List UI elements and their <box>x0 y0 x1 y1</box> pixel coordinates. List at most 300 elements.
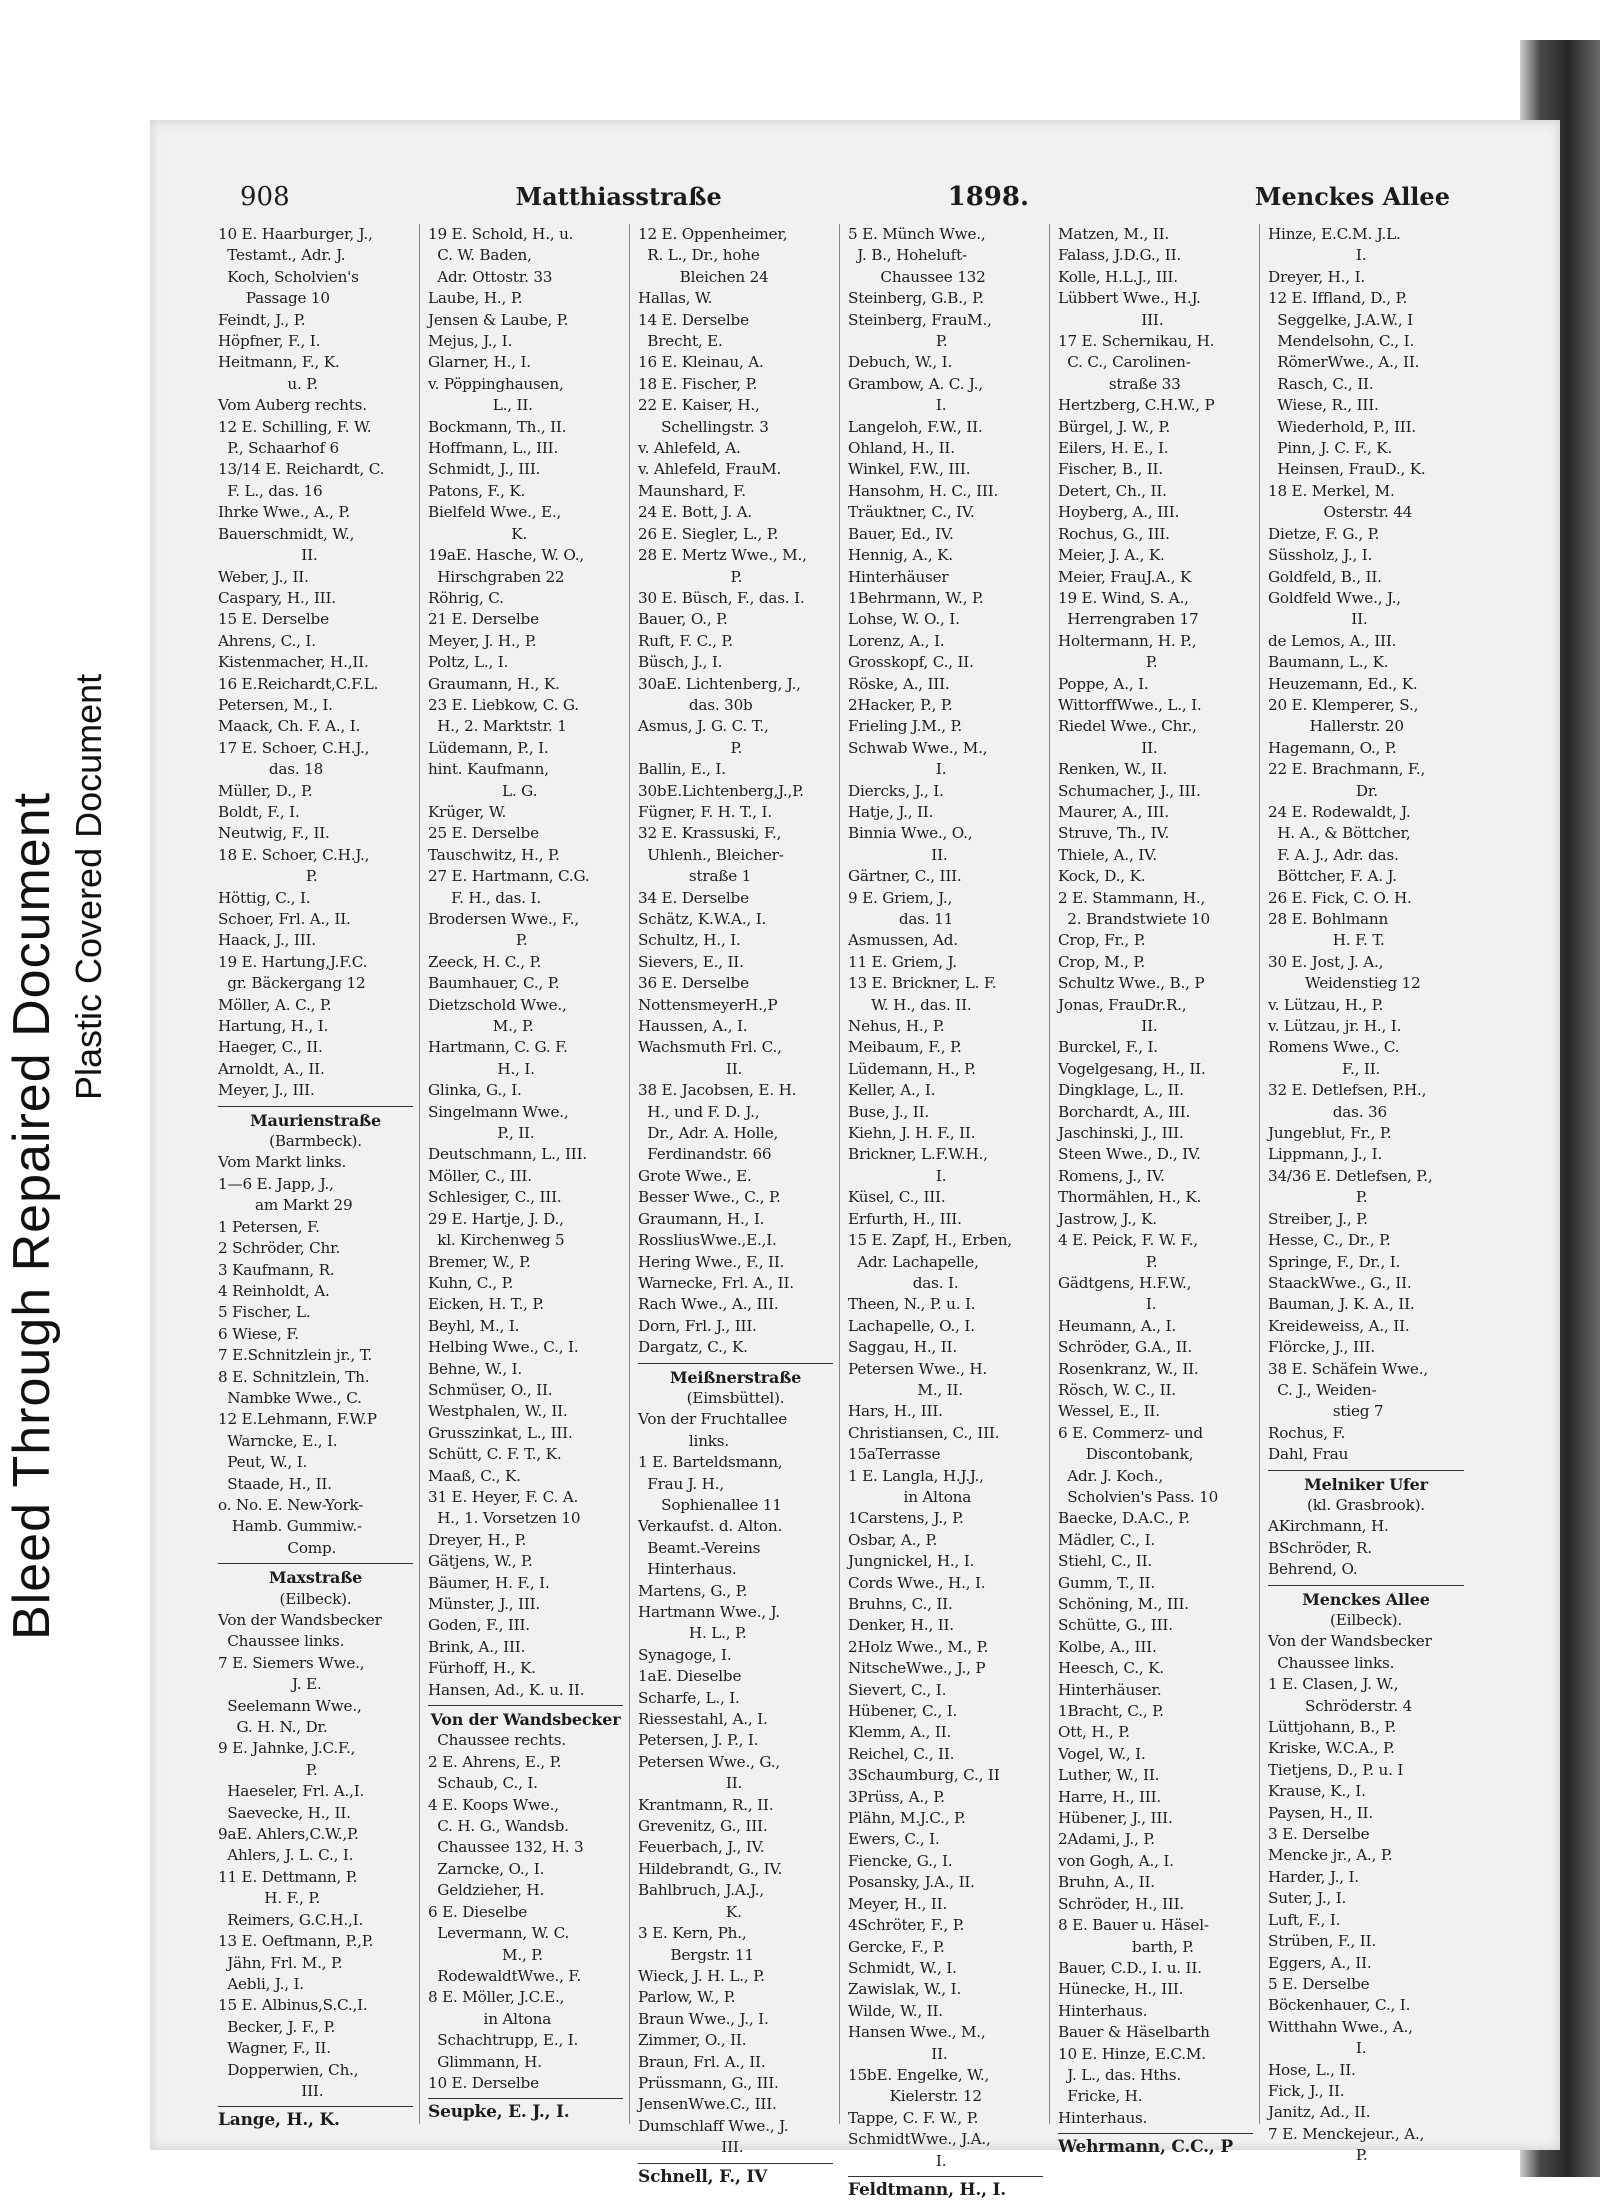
directory-entry: III. <box>1058 310 1164 329</box>
directory-entry: Dr. <box>1268 781 1378 800</box>
directory-entry: Warncke, E., I. <box>218 1431 338 1450</box>
directory-entry: Eilers, H. E., I. <box>1058 439 1169 458</box>
directory-entry: Uhlenh., Bleicher- <box>638 845 784 864</box>
directory-entry: Bergstr. 11 <box>638 1945 754 1964</box>
directory-entry: Goldfeld Wwe., J., <box>1268 588 1401 607</box>
directory-entry: links. <box>638 1431 730 1450</box>
directory-entry: 18 E. Schoer, C.H.J., <box>218 845 370 864</box>
directory-entry: Heitmann, F., K. <box>218 353 340 372</box>
directory-entry: Thormählen, H., K. <box>1058 1188 1202 1207</box>
directory-entry: u. P. <box>218 374 318 393</box>
directory-entry: Hinze, E.C.M. J.L. <box>1268 225 1401 243</box>
directory-entry: Jaschinski, J., III. <box>1058 1124 1184 1143</box>
directory-entry: Dahl, Frau <box>1268 1445 1349 1464</box>
directory-entry: Eicken, H. T., P. <box>428 1295 544 1314</box>
directory-entry: Meyer, J., III. <box>218 1081 315 1100</box>
directory-entry: Sophienallee 11 <box>638 1495 782 1514</box>
directory-entry: Krüger, W. <box>428 802 507 821</box>
directory-entry: Ferdinandstr. 66 <box>638 1145 772 1164</box>
directory-entry: Hansen, Ad., K. u. II. <box>428 1680 585 1699</box>
directory-entry: Gercke, F., P. <box>848 1937 945 1956</box>
directory-entry: I. <box>848 2151 947 2170</box>
directory-entry: Streiber, J., P. <box>1268 1209 1368 1228</box>
directory-entry: Beamt.-Vereins <box>638 1538 761 1557</box>
directory-entry: Fiencke, G., I. <box>848 1851 953 1870</box>
directory-columns <box>210 224 1470 2200</box>
directory-entry: C. J., Weiden- <box>1268 1380 1377 1399</box>
directory-entry: Hübener, C., I. <box>848 1702 958 1721</box>
directory-entry: Luft, F., I. <box>1268 1910 1341 1929</box>
directory-entry: Bauman, J. K. A., II. <box>1268 1295 1415 1314</box>
directory-entry: 2Adami, J., P. <box>1058 1830 1155 1849</box>
directory-entry: 5 E. Derselbe <box>1268 1974 1370 1993</box>
directory-entry: 25 E. Derselbe <box>428 824 539 843</box>
directory-entry: Schumacher, J., III. <box>1058 781 1201 800</box>
directory-entry: Glinka, G., I. <box>428 1081 522 1100</box>
directory-entry: P. <box>848 332 948 351</box>
directory-entry: Feuerbach, J., IV. <box>638 1838 765 1857</box>
directory-entry: Bauer, O., P. <box>638 610 728 629</box>
directory-entry: Baumann, L., K. <box>1268 653 1389 672</box>
directory-entry: Poppe, A., I. <box>1058 674 1149 693</box>
directory-entry: II. <box>638 1774 743 1793</box>
directory-entry: 38 E. Jacobsen, E. H. <box>638 1081 797 1100</box>
directory-entry: P. <box>428 931 528 950</box>
directory-entry: Chaussee links. <box>218 1632 345 1651</box>
directory-entry: Wagner, F., II. <box>218 2039 331 2058</box>
column-footer: Feldtmann, H., I. <box>848 2176 1043 2201</box>
directory-entry: 5 E. Münch Wwe., <box>848 225 986 243</box>
directory-entry: kl. Kirchenweg 5 <box>428 1231 565 1250</box>
directory-entry: Bäumer, H. F., I. <box>428 1573 550 1592</box>
directory-entry: F. L., das. 16 <box>218 481 323 500</box>
directory-entry: 9aE. Ahlers,C.W.,P. <box>218 1825 359 1844</box>
directory-entry: Müller, D., P. <box>218 781 313 800</box>
directory-entry: de Lemos, A., III. <box>1268 631 1397 650</box>
directory-entry: 12 E. Iffland, D., P. <box>1268 289 1408 308</box>
directory-entry: das. 36 <box>1268 1102 1387 1121</box>
directory-entry: Zeeck, H. C., P. <box>428 952 542 971</box>
directory-entry: 6 E. Dieselbe <box>428 1902 528 1921</box>
directory-entry: 1 E. Barteldsmann, <box>638 1453 783 1472</box>
directory-entry: Goden, F., III. <box>428 1616 530 1635</box>
directory-entry: Schlesiger, C., III. <box>428 1188 562 1207</box>
directory-entry: I. <box>1058 1295 1157 1314</box>
directory-entry: II. <box>1058 1017 1158 1036</box>
directory-entry: 11 E. Griem, J. <box>848 952 957 971</box>
directory-entry: Chaussee rechts. <box>428 1731 566 1750</box>
directory-entry: Ahrens, C., I. <box>218 631 316 650</box>
directory-entry: Feindt, J., P. <box>218 310 306 329</box>
directory-entry: Klemm, A., II. <box>848 1723 952 1742</box>
directory-entry: Dorn, Frl. J., III. <box>638 1316 757 1335</box>
directory-entry: Ahlers, J. L. C., I. <box>218 1846 354 1865</box>
directory-entry: 31 E. Heyer, F. C. A. <box>428 1487 579 1506</box>
directory-entry: M., P. <box>428 1945 543 1964</box>
directory-entry: III. <box>218 2081 324 2100</box>
directory-entry: barth, P. <box>1058 1937 1194 1956</box>
directory-entry: 6 Wiese, F. <box>218 1324 299 1343</box>
directory-entry: Fürhoff, H., K. <box>428 1659 536 1678</box>
directory-entry: Zimmer, O., II. <box>638 2031 747 2050</box>
directory-entry: Röske, A., III. <box>848 674 950 693</box>
directory-entry: Grevenitz, G., III. <box>638 1817 768 1836</box>
directory-entry: Neutwig, F., II. <box>218 824 330 843</box>
directory-entry: Hinterhaus. <box>638 1560 737 1579</box>
directory-entry: Caspary, H., III. <box>218 588 336 607</box>
directory-entry: Vom Markt links. <box>218 1153 347 1172</box>
directory-entry: 1Bracht, C., P. <box>1058 1702 1164 1721</box>
directory-entry: Küsel, C., III. <box>848 1188 946 1207</box>
directory-entry: Denker, H., II. <box>848 1616 954 1635</box>
directory-entry: Zawislak, W., I. <box>848 1980 962 1999</box>
directory-entry: 5 Fischer, L. <box>218 1303 311 1322</box>
directory-entry: Mencke jr., A., P. <box>1268 1846 1393 1865</box>
directory-entry: Frieling J.M., P. <box>848 717 963 736</box>
directory-entry: Hübener, J., III. <box>1058 1809 1173 1828</box>
directory-entry: Patons, F., K. <box>428 481 526 500</box>
directory-entry: Deutschmann, L., III. <box>428 1145 587 1164</box>
directory-entry: Grambow, A. C. J., <box>848 374 983 393</box>
directory-entry: P. <box>638 567 743 586</box>
directory-entry: Fischer, B., II. <box>1058 460 1163 479</box>
directory-entry: v. Ahlefeld, FrauM. <box>638 460 782 479</box>
directory-entry: Cords Wwe., H., I. <box>848 1573 986 1592</box>
directory-entry: 8 E. Möller, J.C.E., <box>428 1988 565 2007</box>
directory-entry: Levermann, W. C. <box>428 1924 570 1943</box>
directory-entry: II. <box>218 546 318 565</box>
directory-entry: Kistenmacher, H.,II. <box>218 653 369 672</box>
directory-entry: 7 E. Siemers Wwe., <box>218 1653 365 1672</box>
directory-entry: Martens, G., P. <box>638 1581 748 1600</box>
street-heading: Maurienstraße <box>218 1106 413 1131</box>
directory-entry: 24 E. Rodewaldt, J. <box>1268 802 1411 821</box>
directory-entry: 19 E. Schold, H., u. <box>428 225 574 243</box>
directory-entry: Maunshard, F. <box>638 481 746 500</box>
directory-entry: Frau J. H., <box>638 1474 724 1493</box>
directory-entry: Schaub, C., I. <box>428 1774 538 1793</box>
directory-entry: Jungeblut, Fr., P. <box>1268 1124 1392 1143</box>
directory-page <box>150 120 1560 2200</box>
directory-entry: 15 E. Derselbe <box>218 610 329 629</box>
directory-entry: 18 E. Merkel, M. <box>1268 481 1395 500</box>
directory-entry: Hinterhaus. <box>1058 2001 1148 2020</box>
directory-entry: Bruhns, C., II. <box>848 1595 953 1613</box>
directory-entry: II. <box>1268 610 1368 629</box>
directory-entry: Comp. <box>218 1538 337 1557</box>
directory-entry: Lorenz, A., I. <box>848 631 945 650</box>
directory-entry: Hinterhaus. <box>1058 2108 1148 2127</box>
directory-entry: 22 E. Kaiser, H., <box>638 396 760 415</box>
directory-entry: 3 E. Derselbe <box>1268 1825 1370 1844</box>
directory-entry: Hinterhäuser <box>848 567 949 586</box>
directory-entry: Rasch, C., II. <box>1268 374 1374 393</box>
directory-entry: Binnia Wwe., O., <box>848 824 973 843</box>
page-number: 908 <box>240 182 290 212</box>
directory-entry: Gärtner, C., III. <box>848 867 962 886</box>
directory-entry: StaackWwe., G., II. <box>1268 1273 1412 1292</box>
directory-entry: Rach Wwe., A., III. <box>638 1295 779 1314</box>
directory-entry: Lüdemann, P., I. <box>428 738 549 757</box>
directory-entry: RömerWwe., A., II. <box>1268 353 1420 372</box>
directory-entry: 3Schaumburg, C., II <box>848 1766 1000 1785</box>
directory-entry: 10 E. Haarburger, J., <box>218 225 373 243</box>
directory-entry: Schröderstr. 4 <box>1268 1696 1413 1715</box>
directory-entry: G. H. N., Dr. <box>218 1718 328 1737</box>
directory-entry: Crop, M., P. <box>1058 952 1146 971</box>
directory-entry: Vogelgesang, H., II. <box>1058 1059 1206 1078</box>
directory-entry: Schellingstr. 3 <box>638 417 769 436</box>
directory-entry: 29 E. Hartje, J. D., <box>428 1209 564 1228</box>
directory-entry: Fügner, F. H. T., I. <box>638 802 772 821</box>
directory-entry: 9 E. Jahnke, J.C.F., <box>218 1739 356 1758</box>
directory-entry: Jastrow, J., K. <box>1058 1209 1157 1228</box>
directory-entry: Glarner, H., I. <box>428 353 531 372</box>
directory-entry: Haussen, A., I. <box>638 1017 748 1036</box>
street-heading: Melniker Ufer <box>1268 1470 1464 1495</box>
directory-entry: Möller, C., III. <box>428 1166 532 1185</box>
directory-entry: Hallas, W. <box>638 289 713 308</box>
directory-entry: Dreyer, H., P. <box>428 1530 527 1549</box>
directory-entry: C. H. G., Wandsb. <box>428 1817 569 1836</box>
directory-entry: K. <box>428 524 528 543</box>
directory-entry: BSchröder, R. <box>1268 1538 1372 1557</box>
directory-entry: H. L., P. <box>638 1624 747 1643</box>
directory-entry: Tietjens, D., P. u. I <box>1268 1760 1404 1779</box>
directory-entry: Asmussen, Ad. <box>848 931 958 950</box>
directory-entry: 15 E. Zapf, H., Erben, <box>848 1231 1012 1250</box>
directory-entry: RodewaldtWwe., F. <box>428 1966 581 1985</box>
directory-entry: Geldzieher, H. <box>428 1881 545 1900</box>
directory-entry: Testamt., Adr. J. <box>218 246 346 265</box>
directory-entry: Hinterhäuser. <box>1058 1680 1162 1699</box>
directory-entry: Lüttjohann, B., P. <box>1268 1718 1396 1737</box>
directory-entry: Flörcke, J., III. <box>1268 1338 1375 1357</box>
directory-entry: Bauer & Häselbarth <box>1058 2023 1210 2042</box>
directory-entry: Brickner, L.F.W.H., <box>848 1145 988 1164</box>
directory-entry: 23 E. Liebkow, C. G. <box>428 695 579 714</box>
directory-entry: Schultz, H., I. <box>638 931 741 950</box>
directory-entry: Buse, J., II. <box>848 1102 929 1121</box>
directory-entry: Osterstr. 44 <box>1268 503 1413 522</box>
directory-entry: Höttig, C., I. <box>218 888 311 907</box>
column-footer: Schnell, F., IV <box>638 2163 833 2188</box>
directory-entry: 20 E. Klemperer, S., <box>1268 695 1419 714</box>
directory-entry: 2 E. Ahrens, E., P. <box>428 1752 562 1771</box>
street-heading: Meißnerstraße <box>638 1363 833 1388</box>
directory-entry: Wachsmuth Frl. C., <box>638 1038 782 1057</box>
directory-entry: 4Schröter, F., P. <box>848 1916 965 1935</box>
scan-margin <box>0 0 130 2177</box>
plastic-covered-label: Plastic Covered Document <box>68 673 109 1100</box>
column-3 <box>630 224 840 2187</box>
directory-entry: Hansen Wwe., M., <box>848 2023 986 2042</box>
directory-entry: Jonas, FrauDr.R., <box>1058 995 1187 1014</box>
directory-entry: Hansohm, H. C., III. <box>848 481 999 500</box>
directory-entry: Scholvien's Pass. 10 <box>1058 1487 1219 1506</box>
directory-entry: Seelemann Wwe., <box>218 1696 362 1715</box>
directory-entry: Meier, J. A., K. <box>1058 546 1165 565</box>
directory-entry: Brodersen Wwe., F., <box>428 910 580 928</box>
directory-entry: Bleichen 24 <box>638 267 769 286</box>
directory-entry: Keller, A., I. <box>848 1081 936 1100</box>
directory-entry: F., II. <box>1268 1059 1381 1078</box>
directory-entry: Petersen, M., I. <box>218 695 333 714</box>
directory-entry: 13 E. Brickner, L. F. <box>848 974 997 993</box>
directory-entry: Wessel, E., II. <box>1058 1402 1160 1421</box>
directory-entry: 1—6 E. Japp, J., <box>218 1174 334 1193</box>
directory-entry: 21 E. Derselbe <box>428 610 539 629</box>
directory-entry: H. F., P. <box>218 1889 320 1908</box>
directory-entry: Matzen, M., II. <box>1058 225 1169 243</box>
directory-entry: Ihrke Wwe., A., P. <box>218 503 350 522</box>
street-heading: Menckes Allee <box>1268 1585 1464 1610</box>
directory-entry: 15bE. Engelke, W., <box>848 2065 990 2084</box>
directory-entry: Nambke Wwe., C. <box>218 1388 362 1407</box>
directory-entry: 30bE.Lichtenberg,J.,P. <box>638 781 804 800</box>
directory-entry: Meier, FrauJ.A., K <box>1058 567 1192 586</box>
directory-entry: Schoer, Frl. A., II. <box>218 910 351 928</box>
directory-entry: P. <box>218 867 318 886</box>
directory-entry: Rochus, F. <box>1268 1423 1346 1442</box>
directory-entry: 13/14 E. Reichardt, C. <box>218 460 385 479</box>
directory-entry: III. <box>638 2138 744 2157</box>
directory-entry: Haeger, C., II. <box>218 1038 323 1057</box>
directory-entry: Lachapelle, O., I. <box>848 1316 975 1335</box>
directory-entry: Weidenstieg 12 <box>1268 974 1421 993</box>
directory-entry: Haack, J., III. <box>218 931 316 950</box>
directory-entry: Hars, H., III. <box>848 1402 943 1421</box>
directory-entry: Von der Fruchtallee <box>638 1410 788 1429</box>
directory-entry: Jensen & Laube, P. <box>428 310 569 329</box>
directory-entry: Hoyberg, A., III. <box>1058 503 1180 522</box>
directory-entry: 2Holz Wwe., M., P. <box>848 1637 989 1656</box>
directory-entry: Bauer, C.D., I. u. II. <box>1058 1958 1202 1977</box>
directory-entry: Hertzberg, C.H.W., P <box>1058 396 1215 415</box>
directory-entry: Schmidt, W., I. <box>848 1958 957 1977</box>
directory-entry: J. B., Hoheluft- <box>848 246 967 265</box>
directory-entry: Braun Wwe., J., I. <box>638 2009 769 2028</box>
directory-entry: Winkel, F.W., III. <box>848 460 971 479</box>
directory-entry: Asmus, J. G. C. T., <box>638 717 769 736</box>
directory-entry: das. 30b <box>638 695 753 714</box>
directory-entry: Hildebrandt, G., IV. <box>638 1859 783 1878</box>
directory-entry: 4 E. Koops Wwe., <box>428 1795 559 1814</box>
directory-entry: Erfurth, H., III. <box>848 1209 962 1228</box>
directory-entry: Tauschwitz, H., P. <box>428 845 560 864</box>
directory-entry: I. <box>848 1166 947 1185</box>
directory-entry: Springe, F., Dr., I. <box>1268 1252 1401 1271</box>
directory-entry: 27 E. Hartmann, C.G. <box>428 867 590 886</box>
directory-entry: 15 E. Albinus,S.C.,I. <box>218 1996 368 2015</box>
directory-entry: Grusszinkat, L., III. <box>428 1423 573 1442</box>
directory-entry: P. <box>1058 1252 1158 1271</box>
directory-entry: Scharfe, L., I. <box>638 1688 740 1707</box>
directory-entry: Sievert, C., I. <box>848 1680 947 1699</box>
directory-entry: Schmüser, O., II. <box>428 1380 553 1399</box>
directory-entry: Aebli, J., I. <box>218 1974 304 1993</box>
directory-entry: Böckenhauer, C., I. <box>1268 1996 1411 2015</box>
directory-entry: Kiehn, J. H. F., II. <box>848 1124 976 1143</box>
directory-entry: 12 E. Oppenheimer, <box>638 225 788 243</box>
directory-entry: 4 Reinholdt, A. <box>218 1281 330 1300</box>
directory-entry: Hartmann Wwe., J. <box>638 1603 780 1621</box>
directory-entry: Kreideweiss, A., II. <box>1268 1316 1410 1335</box>
directory-entry: Petersen Wwe., H. <box>848 1359 988 1378</box>
directory-entry: 1Carstens, J., P. <box>848 1509 964 1528</box>
directory-entry: 16 E.Reichardt,C.F.L. <box>218 674 379 693</box>
directory-entry: Dopperwien, Ch., <box>218 2060 359 2079</box>
directory-entry: Schachtrupp, E., I. <box>428 2031 579 2050</box>
directory-entry: Krause, K., I. <box>1268 1782 1366 1801</box>
directory-entry: Haeseler, Frl. A.,I. <box>218 1782 365 1801</box>
directory-entry: Heinsen, FrauD., K. <box>1268 460 1426 479</box>
directory-entry: Vogel, W., I. <box>1058 1744 1146 1763</box>
directory-entry: Von der Wandsbecker <box>218 1611 382 1629</box>
directory-entry: JensenWwe.C., III. <box>638 2095 777 2114</box>
directory-entry: WittorffWwe., L., I. <box>1058 695 1202 714</box>
directory-entry: Büsch, J., I. <box>638 653 723 672</box>
directory-entry: M., II. <box>848 1380 963 1399</box>
directory-entry: Süssholz, J., I. <box>1268 546 1373 565</box>
directory-entry: Fick, J., II. <box>1268 2081 1345 2100</box>
directory-entry: straße 1 <box>638 867 752 886</box>
directory-entry: Steinberg, FrauM., <box>848 310 992 329</box>
directory-entry: Peut, W., I. <box>218 1453 308 1472</box>
column-5 <box>1050 224 1260 2158</box>
directory-entry: Bielfeld Wwe., E., <box>428 503 562 522</box>
directory-entry: I. <box>848 760 947 779</box>
directory-entry: Münster, J., III. <box>428 1595 541 1613</box>
directory-entry: 8 E. Schnitzlein, Th. <box>218 1367 370 1386</box>
directory-entry: 14 E. Derselbe <box>638 310 749 329</box>
directory-entry: H., 1. Vorsetzen 10 <box>428 1509 581 1528</box>
directory-entry: Kolbe, A., III. <box>1058 1637 1157 1656</box>
column-footer: Lange, H., K. <box>218 2106 413 2131</box>
directory-entry: 1 Petersen, F. <box>218 1217 320 1236</box>
directory-entry: Weber, J., II. <box>218 567 309 586</box>
directory-entry: v. Lützau, jr. H., I. <box>1268 1017 1402 1036</box>
directory-entry: Harre, H., III. <box>1058 1787 1162 1806</box>
directory-entry: C. W. Baden, <box>428 246 532 265</box>
directory-entry: Fricke, H. <box>1058 2087 1143 2106</box>
directory-entry: RossliusWwe.,E.,I. <box>638 1231 777 1250</box>
directory-entry: Strüben, F., II. <box>1268 1932 1376 1951</box>
directory-entry: P., II. <box>428 1124 535 1143</box>
directory-entry: H., und F. D. J., <box>638 1102 760 1121</box>
directory-entry: 1 E. Clasen, J. W., <box>1268 1675 1399 1694</box>
page-header <box>240 182 1450 218</box>
directory-entry: Paysen, H., II. <box>1268 1803 1373 1822</box>
directory-entry: Hirschgraben 22 <box>428 567 565 586</box>
directory-entry: Jähn, Frl. M., P. <box>218 1953 343 1972</box>
directory-entry: Graumann, H., I. <box>638 1209 765 1228</box>
directory-entry: NitscheWwe., J., P <box>848 1659 986 1678</box>
directory-entry: o. No. E. New-York- <box>218 1495 364 1514</box>
directory-entry: 24 E. Bott, J. A. <box>638 503 753 522</box>
directory-entry: L., II. <box>428 396 533 415</box>
directory-entry: 16 E. Kleinau, A. <box>638 353 764 372</box>
directory-entry: 1 E. Langla, H.J.J., <box>848 1466 984 1485</box>
directory-entry: SchmidtWwe., J.A., <box>848 2130 991 2149</box>
directory-entry: Bahlbruch, J.A.J., <box>638 1881 765 1900</box>
directory-entry: Bruhn, A., II. <box>1058 1873 1155 1892</box>
directory-entry: 2 Schröder, Chr. <box>218 1239 341 1258</box>
directory-entry: 26 E. Siegler, L., P. <box>638 524 779 543</box>
district-label: (Eimsbüttel). <box>686 1388 785 1407</box>
district-label: (Eilbeck). <box>279 1589 352 1608</box>
directory-entry: Nehus, H., P. <box>848 1017 945 1036</box>
